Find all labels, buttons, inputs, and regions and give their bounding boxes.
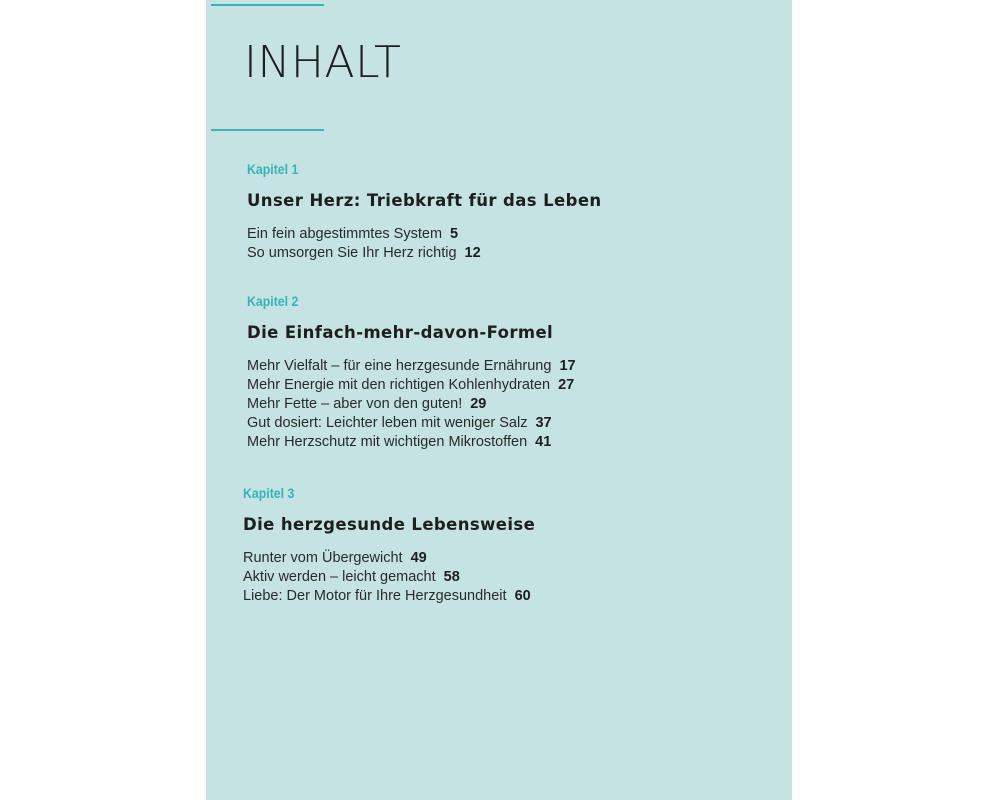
chapter-title: Unser Herz: Triebkraft für das Leben [247, 191, 602, 210]
chapter-label: Kapitel 2 [247, 293, 299, 309]
entry-text: Ein fein abgestimmtes System [247, 225, 443, 242]
entry-page-number: 41 [535, 434, 552, 451]
entry-page-number: 29 [470, 395, 487, 412]
toc-entry[interactable] [247, 244, 602, 263]
entry-text: Gut dosiert: Leichter leben mit weniger Salz [247, 415, 528, 432]
entry-text: So umsorgen Sie Ihr Herz richtig [247, 244, 457, 261]
chapter-title: Die Einfach-mehr-davon-Formel [247, 323, 554, 342]
page-title: INHALT [244, 37, 402, 88]
entry-text: Runter vom Übergewicht [243, 549, 403, 566]
toc-entry[interactable] [243, 549, 535, 568]
chapter-label: Kapitel 1 [247, 161, 299, 177]
entry-text: Aktiv werden – leicht gemacht [243, 568, 436, 585]
book-page [206, 0, 792, 800]
entry-text: Mehr Herzschutz mit wichtigen Mikrostoffen [247, 434, 528, 451]
entry-page-number: 5 [450, 225, 459, 242]
chapter-label: Kapitel 3 [243, 485, 295, 501]
toc-entry[interactable] [243, 587, 535, 606]
entry-page-number: 37 [535, 415, 552, 432]
toc-entry[interactable] [247, 225, 602, 244]
entry-page-number: 12 [464, 244, 481, 261]
top-accent-rule [211, 4, 324, 6]
chapter-2 [247, 294, 576, 453]
chapter-entries [247, 225, 602, 263]
chapter-3 [243, 486, 535, 606]
entry-text: Mehr Fette – aber von den guten! [247, 395, 463, 412]
toc-entry[interactable] [247, 433, 576, 452]
entry-page-number: 60 [514, 587, 531, 604]
toc-entry[interactable] [247, 376, 576, 395]
entry-text: Liebe: Der Motor für Ihre Herzgesundheit [243, 587, 507, 604]
chapter-title: Die herzgesunde Lebensweise [243, 515, 536, 534]
chapter-1 [247, 162, 602, 263]
toc-entry[interactable] [247, 414, 576, 433]
toc-entry[interactable] [247, 357, 576, 376]
chapter-entries [243, 549, 535, 607]
entry-page-number: 58 [443, 568, 460, 585]
entry-text: Mehr Vielfalt – für eine herzgesunde Ernährung [247, 357, 552, 374]
chapter-entries [247, 357, 576, 453]
entry-page-number: 17 [559, 357, 576, 374]
entry-page-number: 27 [558, 376, 575, 393]
entry-text: Mehr Energie mit den richtigen Kohlenhydraten [247, 376, 551, 393]
title-underline-rule [211, 129, 324, 131]
entry-page-number: 49 [410, 549, 427, 566]
toc-entry[interactable] [243, 568, 535, 587]
toc-entry[interactable] [247, 395, 576, 414]
